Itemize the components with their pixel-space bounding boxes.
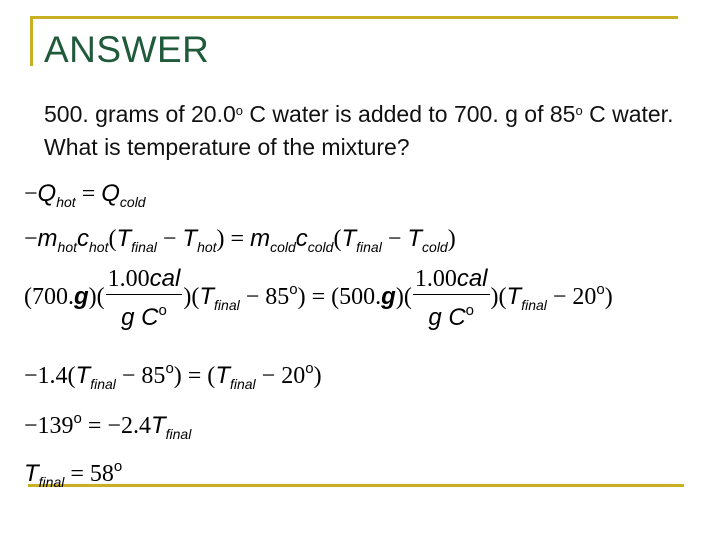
slide-title: ANSWER [44, 29, 210, 70]
degree-mark: o [575, 103, 583, 118]
question-text: 500. grams of 20.0$^o$ C water is added to 700. g of 85$^o$ C water. What is temperature of the mixture? [44, 101, 674, 160]
equation-collected: $-139^o = -2.4T_{final}$ [24, 410, 192, 442]
equation-result: $T_{final} = 58^o$ [24, 458, 123, 490]
specific-heat-fraction: $\frac{\text{1.00cal}}{g C^o}$ [414, 265, 488, 331]
frame-bottom-line [28, 484, 684, 487]
frame-top-line [30, 16, 678, 19]
specific-heat-fraction: $\frac{\text{1.00cal}}{g C^o}$ [107, 265, 181, 331]
degree-mark: o [235, 103, 244, 118]
equation-expanded: $-m_{hot}c_{hot}(T_{final} - T_{hot}) = m_{cold}c_{cold}(T_{final} - T_{cold})$ [24, 225, 456, 255]
equation-substituted: (700.g)( $\frac{\text{1.00cal}}{g C^o}$ )$(T_{final} - 85^o) = (500.g)$( $\frac{\text{1.00cal}}{g C^o}$ )$(T_{final} - 20^o)$ [24, 265, 613, 331]
equation-heat-balance: $-Q_{hot} = Q_{cold}$ [24, 180, 146, 210]
equation-simplified: $-1.4(T_{final} - 85^o) = (T_{final} - 20^o)$ [24, 360, 322, 392]
frame-left-line [30, 16, 33, 66]
